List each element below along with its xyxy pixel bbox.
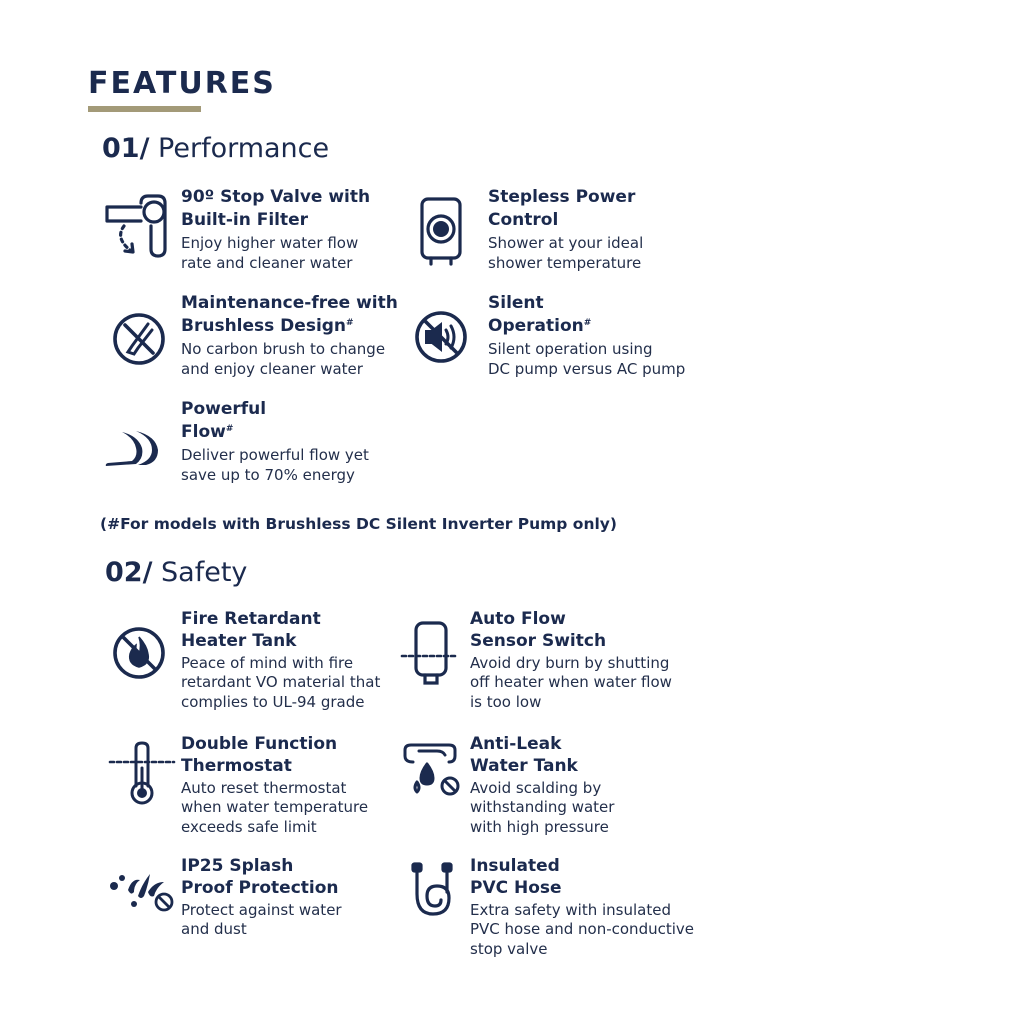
feature-item	[470, 855, 694, 959]
feature-title: Fire Retardant Heater Tank	[181, 609, 321, 651]
no-fire-icon	[112, 626, 166, 680]
feature-title: IP25 Splash Proof Protection	[181, 856, 339, 898]
no-brush-icon	[112, 312, 166, 366]
feature-description: Extra safety with insulated PVC hose and non-conductive stop valve	[470, 901, 694, 958]
feature-description: Peace of mind with fire retardant VO material that complies to UL-94 grade	[181, 654, 381, 711]
flow-wave-icon	[104, 428, 160, 468]
page-title: FEATURES	[88, 66, 276, 101]
muted-speaker-icon	[414, 310, 468, 364]
feature-item	[488, 292, 685, 379]
feature-title: 90º Stop Valve with Built-in Filter	[181, 187, 371, 230]
feature-item	[181, 292, 398, 379]
feature-item	[488, 186, 643, 273]
section-heading-performance	[102, 133, 329, 164]
stop-valve-icon	[102, 194, 168, 260]
feature-title: Auto Flow Sensor Switch	[470, 609, 607, 651]
splash-icon	[108, 866, 174, 912]
feature-description: Enjoy higher water flow rate and cleaner water	[181, 234, 359, 272]
feature-title: Double Function Thermostat	[181, 734, 338, 776]
feature-item	[470, 733, 614, 837]
feature-item	[181, 186, 370, 273]
feature-item	[181, 733, 368, 837]
thermometer-icon	[108, 740, 176, 806]
section-heading-safety	[105, 557, 247, 588]
feature-title: Anti-Leak Water Tank	[470, 734, 578, 776]
section-number: 01/	[102, 133, 150, 164]
feature-description: Avoid dry burn by shutting off heater when water flow is too low	[470, 654, 672, 711]
feature-description: Silent operation using DC pump versus AC pump	[488, 340, 686, 378]
feature-title: Maintenance-free with Brushless Design#	[181, 293, 398, 336]
section-title: Performance	[158, 133, 330, 164]
footnote-mark: #	[346, 317, 354, 328]
feature-description: No carbon brush to change and enjoy cleaner water	[181, 340, 386, 378]
feature-item	[181, 608, 380, 712]
feature-description: Avoid scalding by withstanding water with high pressure	[470, 779, 615, 836]
feature-title: Silent Operation#	[488, 293, 592, 336]
power-dial-icon	[418, 196, 464, 266]
feature-title: Powerful Flow#	[181, 399, 267, 442]
section-number: 02/	[105, 557, 153, 588]
feature-description: Protect against water and dust	[181, 901, 342, 939]
hose-icon	[410, 862, 456, 918]
feature-item	[470, 608, 672, 712]
anti-leak-icon	[403, 742, 461, 798]
footnote-mark: #	[583, 317, 592, 328]
feature-title: Insulated PVC Hose	[470, 856, 562, 898]
feature-title: Stepless Power Control	[488, 187, 636, 230]
feature-item	[181, 398, 369, 485]
heater-sensor-icon	[400, 620, 460, 686]
feature-description: Deliver powerful flow yet save up to 70% energy	[181, 446, 369, 484]
section-title: Safety	[161, 557, 248, 588]
feature-description: Auto reset thermostat when water temperature exceeds safe limit	[181, 779, 369, 836]
feature-description: Shower at your ideal shower temperature	[488, 234, 644, 272]
footnote-mark: #	[225, 423, 234, 434]
title-underline	[88, 106, 201, 112]
footnote: (#For models with Brushless DC Silent Inverter Pump only)	[100, 515, 617, 533]
feature-item	[181, 855, 342, 940]
